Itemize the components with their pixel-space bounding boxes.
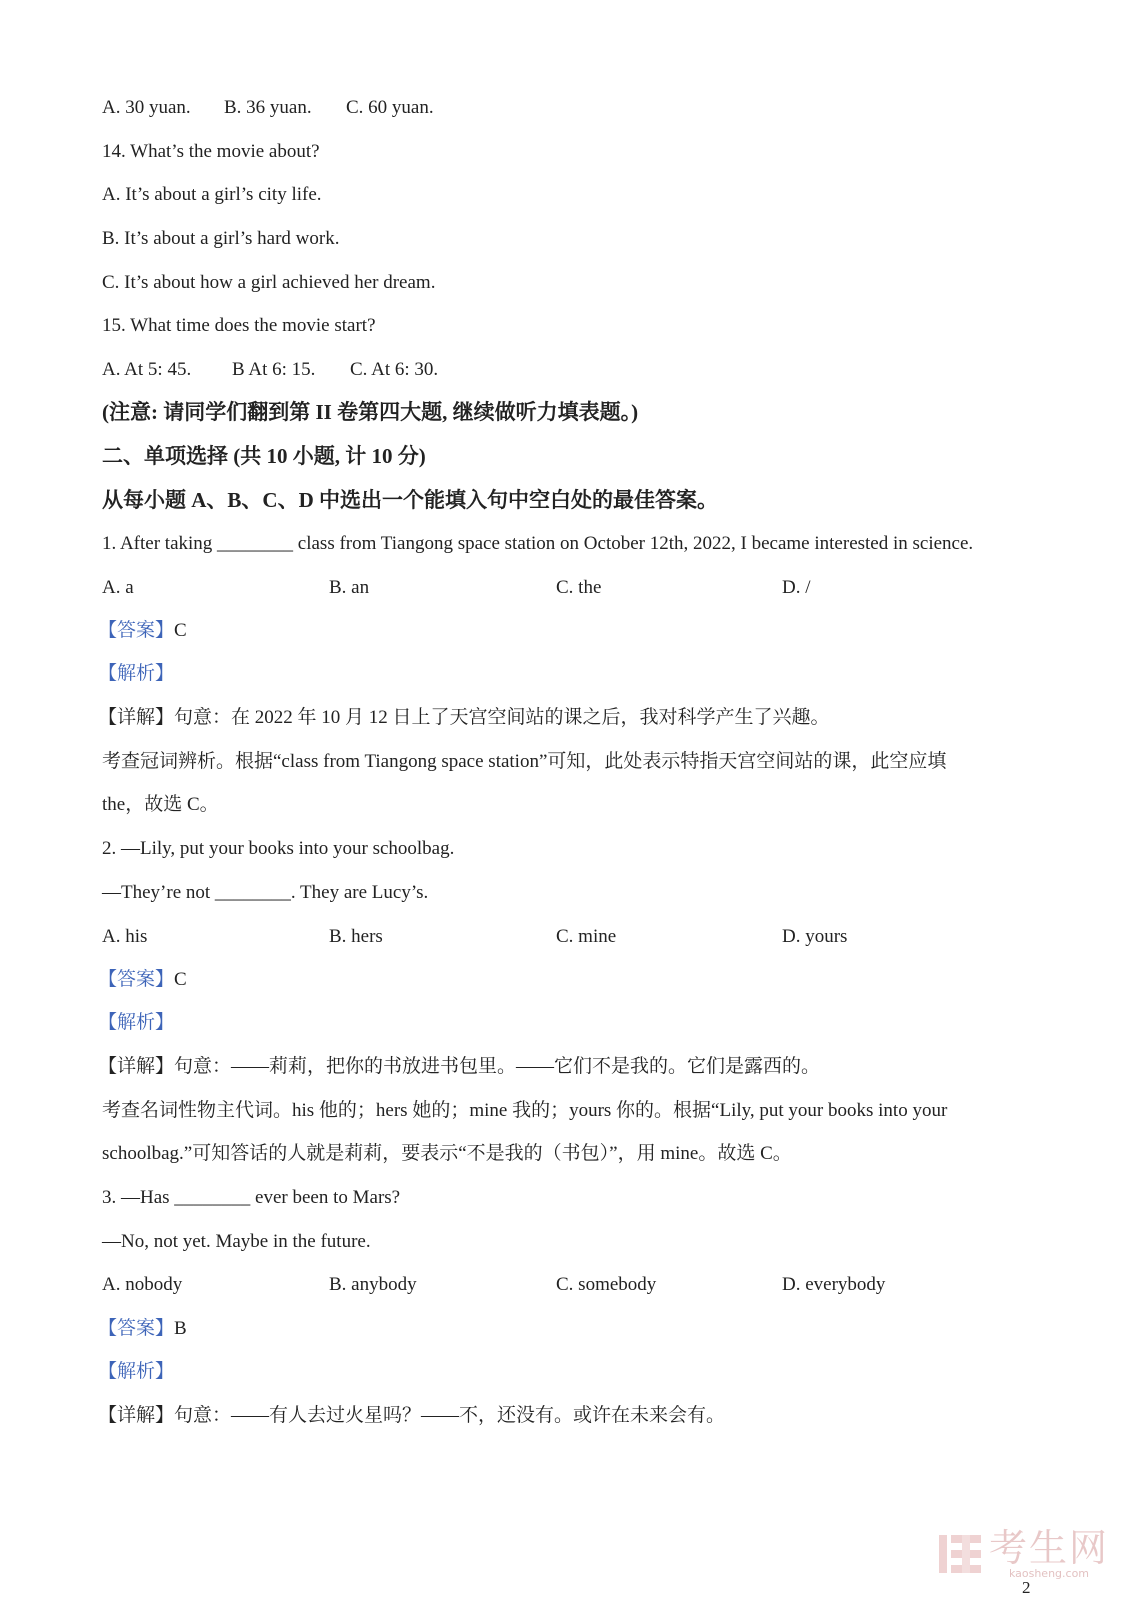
q1-option-b: B. an bbox=[329, 577, 370, 598]
q3-detail bbox=[98, 1404, 725, 1428]
q1-detail bbox=[98, 706, 830, 730]
q1-option-a: A. a bbox=[102, 577, 134, 598]
q3-option-c: C. somebody bbox=[556, 1274, 657, 1295]
q3-answer bbox=[98, 1317, 187, 1341]
q1-option-d: D. / bbox=[782, 577, 811, 598]
q1-stem: 1. After taking ________ class from Tiangong space station on October 12th, 2022, I became interested in science. bbox=[102, 533, 974, 554]
analysis-label: 【解析】 bbox=[98, 1012, 175, 1033]
q1-explain-line-1: 考查冠词辨析。根据“class from Tiangong space station”可知，此处表示特指天宫空间站的课，此空应填 bbox=[102, 751, 947, 772]
detail-label: 【详解】 bbox=[98, 707, 175, 728]
q2-stem-line-1: 2. —Lily, put your books into your schoolbag. bbox=[102, 838, 455, 859]
q14-option-c: C. It’s about how a girl achieved her dream. bbox=[102, 272, 436, 293]
q1-option-c: C. the bbox=[556, 577, 602, 598]
q2-option-d: D. yours bbox=[782, 926, 848, 947]
q15-option-b: B At 6: 15. bbox=[232, 359, 316, 380]
q1-answer-value: C bbox=[174, 620, 187, 641]
q3-stem-line-1: 3. —Has ________ ever been to Mars? bbox=[102, 1187, 401, 1208]
q3-detail-text: 句意：——有人去过火星吗？——不，还没有。或许在未来会有。 bbox=[174, 1405, 726, 1426]
kaosheng-watermark bbox=[937, 1528, 1109, 1580]
answer-label: 【答案】 bbox=[98, 969, 175, 990]
q14-option-a: A. It’s about a girl’s city life. bbox=[102, 184, 322, 205]
q15-question: 15. What time does the movie start? bbox=[102, 315, 376, 336]
q3-stem-line-2: —No, not yet. Maybe in the future. bbox=[102, 1231, 371, 1252]
q3-option-b: B. anybody bbox=[329, 1274, 417, 1295]
q15-option-a: A. At 5: 45. bbox=[102, 359, 192, 380]
q2-stem-line-2: —They’re not ________. They are Lucy’s. bbox=[102, 882, 429, 903]
q2-option-a: A. his bbox=[102, 926, 148, 947]
q2-detail bbox=[98, 1055, 820, 1079]
watermark-text: 考生网 bbox=[988, 1526, 1109, 1570]
q13-option-b: B. 36 yuan. bbox=[224, 97, 312, 118]
detail-label: 【详解】 bbox=[98, 1056, 175, 1077]
section-title: 二、单项选择 (共 10 小题, 计 10 分) bbox=[102, 444, 426, 468]
q2-explain-line-1: 考查名词性物主代词。his 他的；hers 她的；mine 我的；yours 你的。根据“Lily, put your books into your bbox=[102, 1100, 948, 1121]
q1-detail-text: 句意：在 2022 年 10 月 12 日上了天宫空间站的课之后，我对科学产生了兴趣。 bbox=[174, 707, 830, 728]
q2-explain-line-2: schoolbag.”可知答话的人就是莉莉，要表示“不是我的（书包）”，用 mine。故选 C。 bbox=[102, 1143, 792, 1164]
q2-option-c: C. mine bbox=[556, 926, 617, 947]
section-instruction: 从每小题 A、B、C、D 中选出一个能填入句中空白处的最佳答案。 bbox=[102, 488, 719, 512]
answer-label: 【答案】 bbox=[98, 1318, 175, 1339]
q3-option-a: A. nobody bbox=[102, 1274, 183, 1295]
q2-answer bbox=[98, 968, 187, 992]
q3-option-d: D. everybody bbox=[782, 1274, 886, 1295]
q1-explain-line-2: the，故选 C。 bbox=[102, 794, 219, 815]
q3-answer-value: B bbox=[174, 1318, 187, 1339]
page-number: 2 bbox=[1022, 1578, 1031, 1597]
q15-option-c: C. At 6: 30. bbox=[350, 359, 439, 380]
detail-label: 【详解】 bbox=[98, 1405, 175, 1426]
answer-label: 【答案】 bbox=[98, 620, 175, 641]
q2-option-b: B. hers bbox=[329, 926, 383, 947]
q2-detail-text: 句意：——莉莉，把你的书放进书包里。——它们不是我的。它们是露西的。 bbox=[174, 1056, 821, 1077]
analysis-label: 【解析】 bbox=[98, 663, 175, 684]
listening-note: (注意: 请同学们翻到第 II 卷第四大题, 继续做听力填表题。) bbox=[102, 400, 639, 424]
q3-analysis bbox=[98, 1360, 174, 1384]
q2-answer-value: C bbox=[174, 969, 187, 990]
q2-analysis bbox=[98, 1011, 174, 1035]
kaosheng-logo-icon bbox=[937, 1531, 983, 1577]
q1-answer bbox=[98, 619, 187, 643]
q13-option-c: C. 60 yuan. bbox=[346, 97, 434, 118]
analysis-label: 【解析】 bbox=[98, 1361, 175, 1382]
q14-option-b: B. It’s about a girl’s hard work. bbox=[102, 228, 340, 249]
q13-option-a: A. 30 yuan. bbox=[102, 97, 191, 118]
q14-question: 14. What’s the movie about? bbox=[102, 141, 320, 162]
q1-analysis bbox=[98, 662, 174, 686]
watermark-url: kaosheng.com bbox=[1008, 1567, 1090, 1580]
